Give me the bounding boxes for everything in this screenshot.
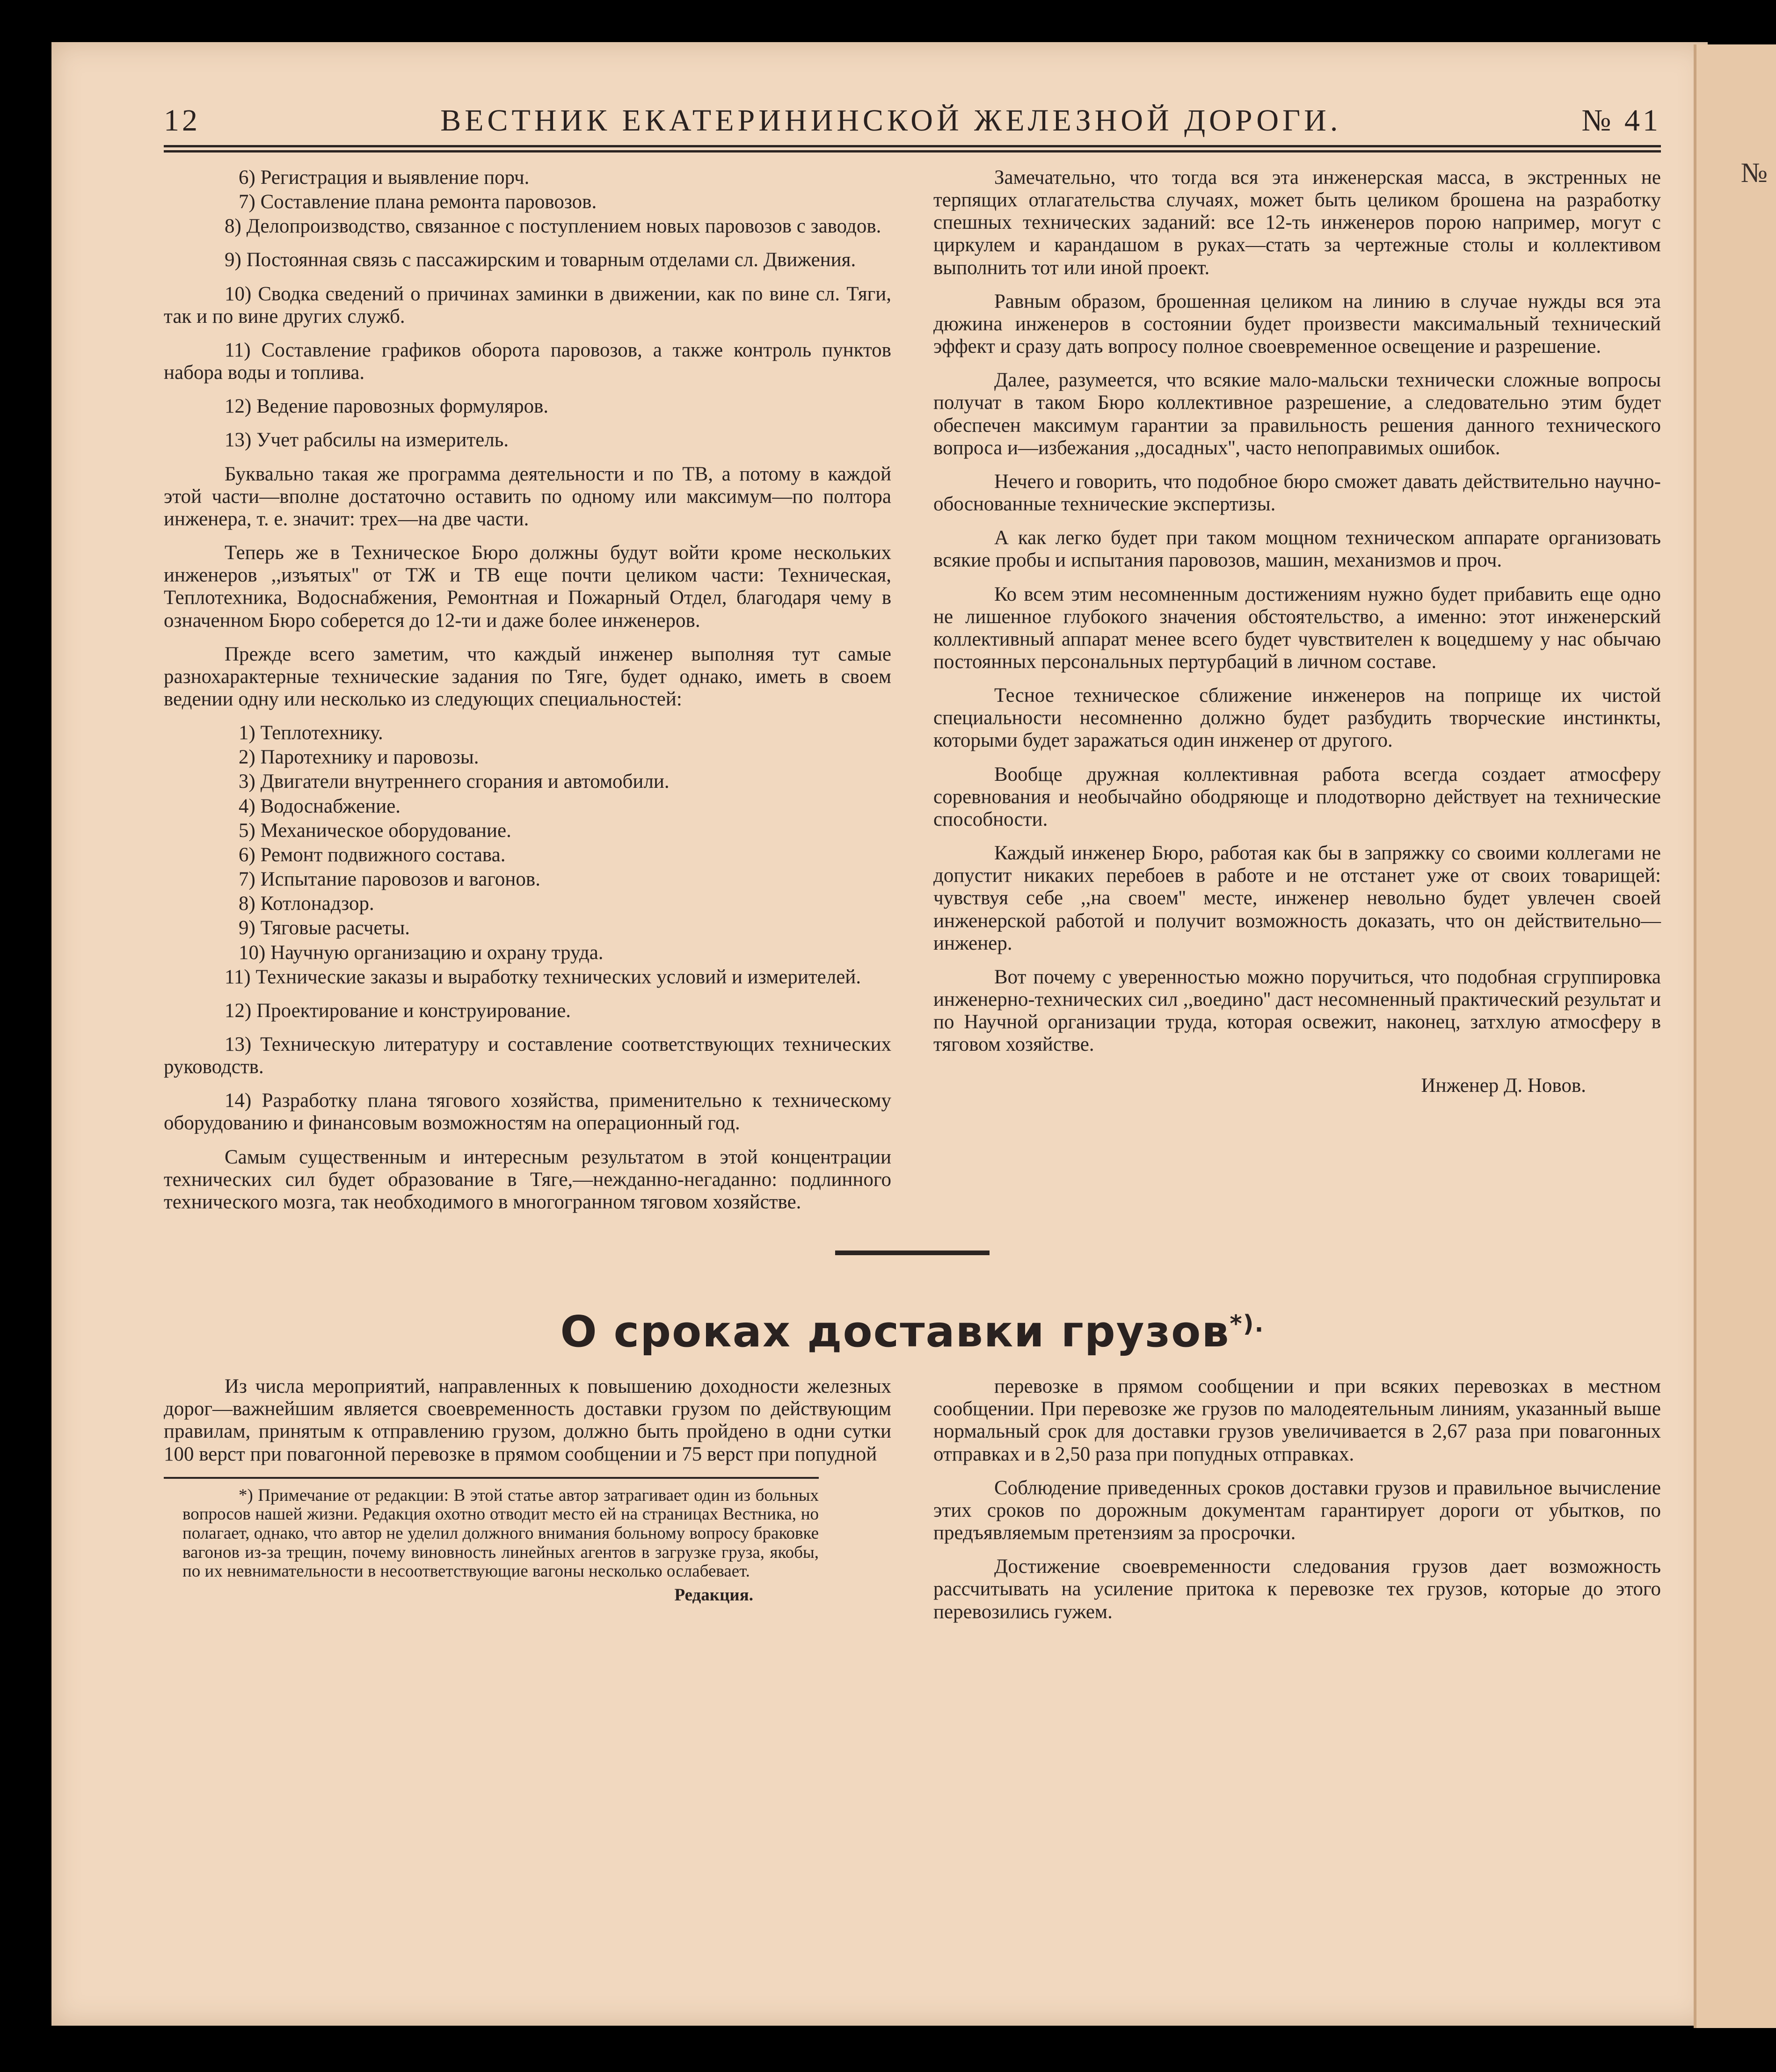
article-title-footnote-mark: *). [1230, 1310, 1265, 1338]
list-item: 8) Делопроизводство, связанное с поступлением новых паровозов с заводов. [225, 215, 881, 238]
footnote-signature: Редакция. [674, 1585, 753, 1605]
paragraph: Каждый инженер Бюро, работая как бы в запряжку со своими коллегами не допустит никаких перебоев в работе и не отстанет уже от своих товарищей: чувствуя себе ,,на своем'' месте, инженер невольно будет увлечен своей инженерской работой и получит возможность доказать, что он действительно—инженер. [933, 842, 1661, 954]
paragraph: Тесное техническое сближение инженеров на поприще их чистой специальности несомненно должно будет разбудить творческие инстинкты, которыми будет заражаться один инженер от другого. [933, 684, 1661, 752]
paragraph: Самым существенным и интересным результатом в этой концентрации технических сил будет образование в Тяге,—нежданно-негаданно: подлинного технического мозга, так необходимого в многогранном тяговом хозяйстве. [164, 1146, 891, 1213]
adjacent-page-edge [1694, 44, 1776, 2028]
right-column [933, 167, 1661, 1225]
specialty-item: 1) Теплотехнику. [239, 722, 383, 744]
paragraph: Прежде всего заметим, что каждый инженер выполняя тут самые разнохарактерные технические задания по Тяге, будет однако, иметь в своем ведении одну или несколько из следующих специальностей: [164, 643, 891, 710]
article-title [164, 1307, 1661, 1357]
list-item: 9) Постоянная связь с пассажирским и товарным отделами сл. Движения. [225, 249, 856, 271]
specialty-item: 13) Техническую литературу и составление соответствующих технических руководств. [164, 1033, 891, 1078]
specialty-item: 8) Котлонадзор. [239, 893, 374, 915]
specialty-item: 14) Разработку плана тягового хозяйства, применительно к техническому оборудованию и финансовым возможностям на операционный год. [164, 1090, 891, 1134]
page-header [164, 103, 1661, 153]
list-item: 10) Сводка сведений о причинах заминки в движении, как по вине сл. Тяги, так и по вине других служб. [164, 283, 891, 327]
paragraph: Достижение своевременности следования грузов дает возможность рассчитывать на усиление притока к перевозке тех грузов, которые до этого перевозились гужем. [933, 1556, 1661, 1623]
paragraph: Из числа мероприятий, направленных к повышению доходности железных дорог—важнейшим является своевременность доставки грузом по действующим правилам, принятым к отправлению грузом, должно быть пройдено в одни сутки 100 верст при повагонной перевозке в прямом сообщении и 75 верст при попудной [164, 1375, 891, 1465]
paragraph: Теперь же в Техническое Бюро должны будут войти кроме нескольких инженеров ,,изъятых'' от ТЖ и ТВ еще почти целиком части: Техническая, Теплотехника, Водоснабжения, Ремонтная и Пожарный Отдел, благодаря чему в означенном Бюро соберется до 12-ти и даже более инженеров. [164, 542, 891, 632]
page-content [164, 103, 1661, 1635]
author-signature: Инженер Д. Новов. [1421, 1075, 1586, 1097]
paragraph: Соблюдение приведенных сроков доставки грузов и правильное вычисление этих сроков по дорожным документам гарантирует дороги от убытков, по предъявляемым претензиям за просрочки. [933, 1476, 1661, 1544]
left-column [164, 167, 891, 1225]
paragraph: Равным образом, брошенная целиком на линию в случае нужды вся эта дюжина инженеров в состоянии будет произвести максимальный технический эффект и сразу дать вопросу полное своевременное освещение и разрешение. [933, 290, 1661, 358]
lower-columns [164, 1375, 1661, 1635]
list-item: 12) Ведение паровозных формуляров. [225, 395, 549, 418]
list-item: 6) Регистрация и выявление порч. [239, 167, 530, 189]
paragraph: Вообще дружная коллективная работа всегда создает атмосферу соревнования и необычайно ободряюще и плодотворно действует на технические способности. [933, 763, 1661, 830]
specialty-item: 7) Испытание паровозов и вагонов. [239, 868, 540, 891]
adjacent-page-issue-mark: № [1740, 157, 1768, 188]
issue-number: № 41 [1581, 103, 1661, 138]
paragraph: Буквально такая же программа деятельности и по ТВ, а потому в каждой этой части—вполне достаточно оставить по одному или максимум—по полтора инженера, т. е. значит: трех—на две части. [164, 463, 891, 530]
editorial-footnote [164, 1477, 819, 1605]
page-number: 12 [164, 103, 200, 138]
paragraph: Далее, разумеется, что всякие мало-мальски технически сложные вопросы получат в таком Бюро коллективное разрешение, а следовательно этим будет обеспечен максимум гарантии за правильность решения данного технического вопроса и—избежания ,,досадных'', часто непоправимых ошибок. [933, 369, 1661, 459]
specialty-item: 5) Механическое оборудование. [239, 819, 511, 842]
article-title-text: О сроках доставки грузов [560, 1307, 1230, 1357]
paragraph: Нечего и говорить, что подобное бюро сможет давать действительно научно-обоснованные технические экспертизы. [933, 470, 1661, 516]
paragraph: А как легко будет при таком мощном техническом аппарате организовать всякие пробы и испытания паровозов, машин, механизмов и проч. [933, 527, 1661, 572]
paragraph: Ко всем этим несомненным достижениям нужно будет прибавить еще одно не лишенное глубокого значения обстоятельство, а именно: этот инженерский коллективный аппарат менее всего будет чувствителен к воцедшему у нас обычаю постоянных персональных пертурбаций в личном составе. [933, 583, 1661, 673]
list-item: 7) Составление плана ремонта паровозов. [239, 191, 597, 213]
specialty-item: 3) Двигатели внутреннего сгорания и автомобили. [239, 771, 670, 793]
specialty-item: 4) Водоснабжение. [239, 795, 401, 817]
paragraph: перевозке в прямом сообщении и при всяких перевозках в местном сообщении. При перевозке же грузов по малодеятельным линиям, указанный выше нормальный срок для доставки грузов увеличивается в 2,67 раза при повагонных отправках и в 2,50 раза при попудных отправках. [933, 1375, 1661, 1465]
specialty-item: 10) Научную организацию и охрану труда. [239, 941, 604, 964]
article-right-column [933, 1375, 1661, 1635]
list-item: 13) Учет рабсилы на измеритель. [225, 429, 509, 451]
specialty-item: 2) Паротехнику и паровозы. [239, 746, 479, 769]
specialty-item: 12) Проектирование и конструирование. [225, 999, 571, 1022]
footnote-text: *) Примечание от редакции: В этой статье автор затрагивает один из больных вопросов нашей жизни. Редакция охотно отводит место ей на страницах Вестника, но полагает, однако, что автор не уделил должного внимания больному вопросу браковке вагонов из-за трещин, почему виновность линейных агентов в загрузке груза, якобы, по их невнимательности в несоответствующие вагоны несколько ослабевает. [182, 1485, 819, 1581]
article-left-column [164, 1375, 891, 1635]
newspaper-title: ВЕСТНИК ЕКАТЕРИНИНСКОЙ ЖЕЛЕЗНОЙ ДОРОГИ. [440, 103, 1342, 138]
section-divider [835, 1250, 990, 1255]
paragraph: Вот почему с уверенностью можно поручиться, что подобная сгруппировка инженерно-технических сил ,,воедино'' даст несомненный практический результат и по Научной организации труда, которая освежит, наконец, затхлую атмосферу в тяговом хозяйстве. [933, 966, 1661, 1056]
specialty-item: 6) Ремонт подвижного состава. [239, 843, 506, 866]
specialty-item: 11) Технические заказы и выработку технических условий и измерителей. [225, 966, 861, 988]
specialty-item: 9) Тяговые расчеты. [239, 917, 410, 939]
paragraph: Замечательно, что тогда вся эта инженерская масса, в экстренных не терпящих отлагательства случаях, может быть целиком брошена на разработку спешных технических заданий: все 12-ть инженеров порою например, могут с циркулем и карандашом в руках—стать за чертежные столы и коллективом выполнить тот или иной проект. [933, 167, 1661, 279]
upper-columns [164, 167, 1661, 1225]
list-item: 11) Составление графиков оборота паровозов, а также контроль пунктов набора воды и топлива. [164, 339, 891, 384]
